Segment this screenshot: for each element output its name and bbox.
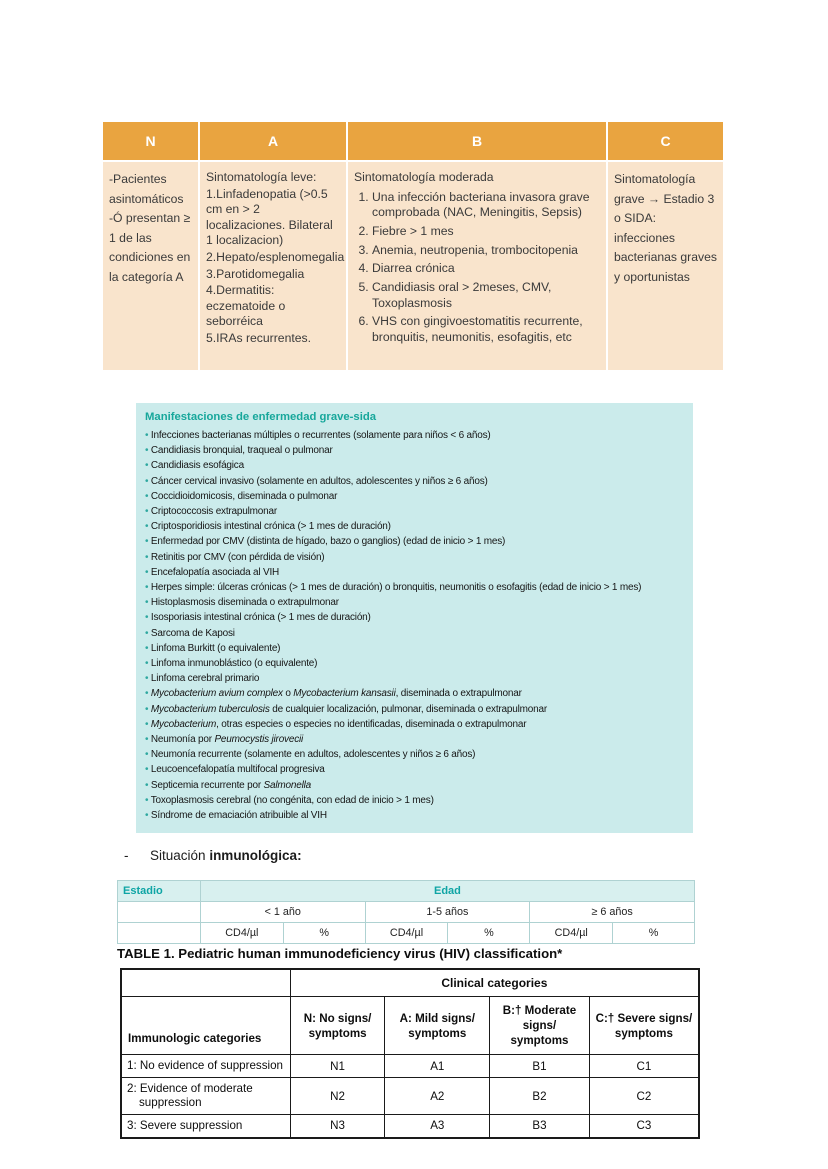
clinical-category-table [103, 122, 725, 370]
manifestation-item: • Cáncer cervical invasivo (solamente en adultos, adolescentes y niños ≥ 6 años) [145, 474, 684, 489]
category-c-text: Sintomatología grave → Estadio 3 o SIDA: infecciones bacterianas graves y oportunistas [614, 172, 717, 284]
cd4-header: CD4/µl [200, 923, 283, 944]
clinical-categories-row [121, 969, 699, 997]
cell-n3: N3 [290, 1114, 385, 1137]
table-row [121, 1055, 699, 1078]
cell-c3: C3 [589, 1114, 699, 1137]
category-b-item: 2. Fiebre > 1 mes [372, 224, 600, 240]
manifestation-item: • Septicemia recurrente por Salmonella [145, 778, 684, 793]
row-label-2: 2: Evidence of moderate suppression [121, 1078, 290, 1115]
manifestation-item: • Criptosporidiosis intestinal crónica (> 1 mes de duración) [145, 519, 684, 534]
category-b-title: Sintomatología moderada [354, 170, 494, 184]
category-n-line: -Ó presentan ≥ 1 de las condiciones en la categoría A [109, 211, 191, 284]
estadio-edad-table [117, 880, 695, 944]
category-a-item: 2.Hepato/esplenomegalia [206, 250, 345, 265]
table-row [121, 1078, 699, 1115]
column-header-n: N: No signs/ symptoms [290, 997, 385, 1055]
category-a-item: 5.IRAs recurrentes. [206, 331, 311, 346]
column-header-b: B:† Moderate signs/ symptoms [490, 997, 590, 1055]
manifestation-item: • Leucoencefalopatía multifocal progresiva [145, 762, 684, 777]
category-b-item: 4. Diarrea crónica [372, 261, 600, 277]
age-group-1-5: 1-5 años [365, 902, 530, 923]
manifestation-item: • Isosporiasis intestinal crónica (> 1 mes de duración) [145, 610, 684, 625]
cd4-header: CD4/µl [530, 923, 613, 944]
estadio-header-row [118, 881, 695, 902]
category-cell-a [200, 162, 346, 370]
column-header-c: C:† Severe signs/ symptoms [589, 997, 699, 1055]
situacion-bold-text: inmunológica: [209, 848, 302, 863]
category-header-b: B [348, 122, 606, 160]
manifestations-title: Manifestaciones de enfermedad grave-sida [145, 411, 377, 423]
row-label-3: 3: Severe suppression [121, 1114, 290, 1137]
category-b-items [354, 190, 600, 345]
manifestation-item: • Linfoma Burkitt (o equivalente) [145, 641, 684, 656]
cell-n2: N2 [290, 1078, 385, 1115]
situacion-text: Situación [150, 848, 206, 863]
category-a-item: 1.Linfadenopatia (>0.5 cm en > 2 localizaciones. Bilateral 1 localizacion) [206, 186, 333, 248]
percent-header: % [448, 923, 530, 944]
age-group-6-plus: ≥ 6 años [530, 902, 695, 923]
category-cell-c [608, 162, 723, 370]
manifestations-list [145, 428, 684, 823]
cell-c2: C2 [589, 1078, 699, 1115]
age-groups-row [118, 902, 695, 923]
manifestation-item: • Mycobacterium avium complex o Mycobacterium kansasii, diseminada o extrapulmonar [145, 686, 684, 701]
manifestation-item: • Histoplasmosis diseminada o extrapulmonar [145, 595, 684, 610]
category-header-c: C [608, 122, 723, 160]
manifestation-item: • Sarcoma de Kaposi [145, 626, 684, 641]
category-a-item: 3.Parotidomegalia [206, 266, 305, 281]
category-b-item: 3. Anemia, neutropenia, trombocitopenia [372, 243, 600, 259]
category-cell-n [103, 162, 198, 370]
manifestation-item: • Linfoma cerebral primario [145, 671, 684, 686]
manifestation-item: • Enfermedad por CMV (distinta de hígado, bazo o ganglios) (edad de inicio > 1 mes) [145, 534, 684, 549]
category-header-n: N [103, 122, 198, 160]
cell-b2: B2 [490, 1078, 590, 1115]
aids-manifestations-box [136, 403, 693, 833]
category-header-a: A [200, 122, 346, 160]
category-a-title: Sintomatología leve: [206, 170, 317, 184]
manifestation-item: • Infecciones bacterianas múltiples o recurrentes (solamente para niños < 6 años) [145, 428, 684, 443]
manifestation-item: • Toxoplasmosis cerebral (no congénita, con edad de inicio > 1 mes) [145, 793, 684, 808]
category-a-item: 4.Dermatitis: eczematoide o seborréica [206, 283, 286, 329]
dash-bullet: - [124, 848, 129, 863]
table1-title: TABLE 1. Pediatric human immunodeficiency virus (HIV) classification* [117, 946, 563, 961]
clinical-categories-header: Clinical categories [290, 969, 699, 997]
manifestation-item: • Retinitis por CMV (con pérdida de visión) [145, 550, 684, 565]
category-cell-b [348, 162, 606, 370]
table-row [121, 1114, 699, 1137]
manifestation-item: • Herpes simple: úlceras crónicas (> 1 mes de duración) o bronquitis, neumonitis o esofagitis (edad de inicio > 1 mes) [145, 580, 684, 595]
category-b-item: 1. Una infección bacteriana invasora grave comprobada (NAC, Meningitis, Sepsis) [372, 190, 600, 221]
column-headers-row [121, 997, 699, 1055]
manifestation-item: • Candidiasis bronquial, traqueal o pulmonar [145, 443, 684, 458]
row-label-1: 1: No evidence of suppression [121, 1055, 290, 1078]
cell-a2: A2 [385, 1078, 490, 1115]
manifestation-item: • Candidiasis esofágica [145, 458, 684, 473]
manifestation-item: • Síndrome de emaciación atribuible al VIH [145, 808, 684, 823]
cell-b3: B3 [490, 1114, 590, 1137]
cell-a1: A1 [385, 1055, 490, 1078]
hiv-classification-table [120, 968, 700, 1139]
situacion-line [124, 848, 302, 863]
category-a-items [206, 186, 345, 347]
column-header-a: A: Mild signs/ symptoms [385, 997, 490, 1055]
cd4-header: CD4/µl [365, 923, 448, 944]
manifestation-item: • Mycobacterium, otras especies o especies no identificadas, diseminada o extrapulmonar [145, 717, 684, 732]
manifestation-item: • Mycobacterium tuberculosis de cualquier localización, pulmonar, diseminada o extrapulmonar [145, 702, 684, 717]
cd4-subheader-row [118, 923, 695, 944]
manifestation-item: • Encefalopatía asociada al VIH [145, 565, 684, 580]
cell-c1: C1 [589, 1055, 699, 1078]
edad-label: Edad [200, 881, 694, 902]
manifestation-item: • Linfoma inmunoblástico (o equivalente) [145, 656, 684, 671]
category-b-item: 6. VHS con gingivoestomatitis recurrente, bronquitis, neumonitis, esofagitis, etc [372, 314, 600, 345]
manifestation-item: • Neumonía por Peumocystis jirovecii [145, 732, 684, 747]
category-b-item: 5. Candidiasis oral > 2meses, CMV, Toxoplasmosis [372, 280, 600, 311]
manifestation-item: • Coccidioidomicosis, diseminada o pulmonar [145, 489, 684, 504]
empty-cell [118, 902, 201, 923]
cell-b1: B1 [490, 1055, 590, 1078]
estadio-label: Estadio [118, 881, 201, 902]
empty-corner-cell [121, 969, 290, 997]
percent-header: % [613, 923, 695, 944]
manifestation-item: • Neumonía recurrente (solamente en adultos, adolescentes y niños ≥ 6 años) [145, 747, 684, 762]
age-group-under-1: < 1 año [200, 902, 365, 923]
manifestation-item: • Criptococcosis extrapulmonar [145, 504, 684, 519]
percent-header: % [283, 923, 365, 944]
cell-n1: N1 [290, 1055, 385, 1078]
immunologic-categories-header: Immunologic categories [121, 997, 290, 1055]
category-n-line: -Pacientes asintomáticos [109, 172, 184, 206]
cell-a3: A3 [385, 1114, 490, 1137]
empty-cell [118, 923, 201, 944]
